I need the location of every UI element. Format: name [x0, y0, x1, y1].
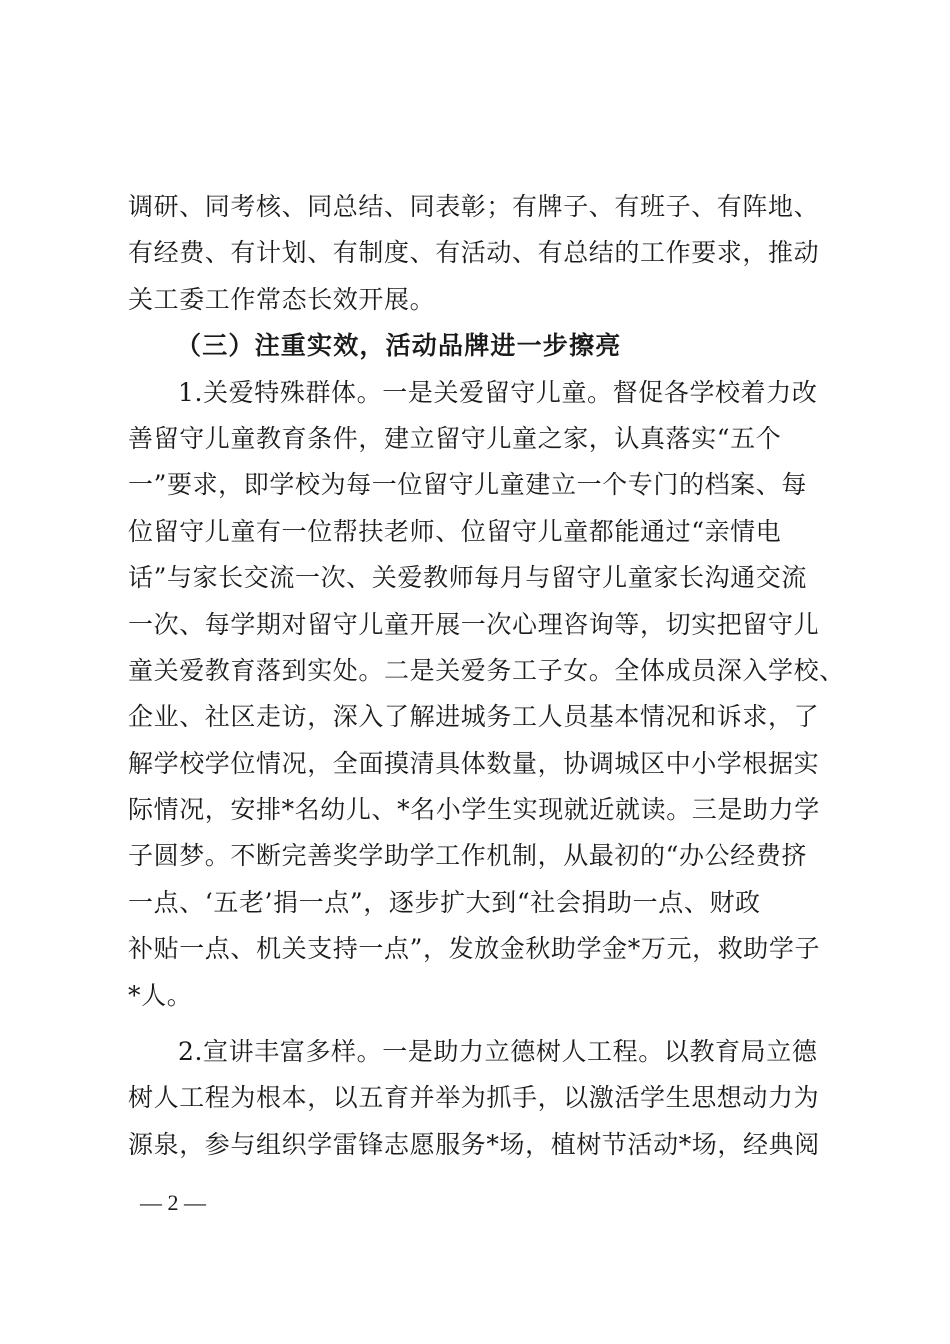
text-line: 树人工程为根本，以五育并举为抓手，以激活学生思想动力为	[128, 1083, 820, 1113]
text-line: 源泉，参与组织学雷锋志愿服务*场，植树节活动*场，经典阅	[128, 1129, 820, 1159]
paragraph-first-line: 2.宣讲丰富多样。一是助力立德树人工程。以教育局立德	[178, 1037, 818, 1067]
text-line: *人。	[128, 980, 193, 1010]
text-line: 企业、社区走访，深入了解进城务工人员基本情况和诉求，了	[128, 702, 820, 732]
page-number: — 2 —	[140, 1190, 206, 1215]
text-line: 位留守儿童有一位帮扶老师、位留守儿童都能通过“亲情电	[128, 516, 782, 546]
text-line: 一”要求，即学校为每一位留守儿童建立一个专门的档案、每	[128, 470, 807, 500]
text-line: 际情况，安排*名幼儿、*名小学生实现就近就读。三是助力学	[128, 795, 820, 825]
section-heading: （三）注重实效，活动品牌进一步擦亮	[176, 331, 622, 361]
body-text	[128, 184, 845, 1168]
text-line: 一次、每学期对留守儿童开展一次心理咨询等，切实把留守儿	[128, 609, 820, 639]
text-line: 解学校学位情况，全面摸清具体数量，协调城区中小学根据实	[128, 748, 820, 778]
text-line: 善留守儿童教育条件，建立留守儿童之家，认真落实“五个	[128, 423, 782, 453]
text-line: 子圆梦。不断完善奖学助学工作机制，从最初的“办公经费挤	[128, 841, 807, 871]
text-line: 关工委工作常态长效开展。	[128, 284, 436, 314]
text-line: 童关爱教育落到实处。二是关爱务工子女。全体成员深入学校、	[128, 655, 845, 685]
text-line: 话”与家长交流一次、关爱教师每月与留守儿童家长沟通交流	[128, 563, 807, 593]
text-line: 调研、同考核、同总结、同表彰；有牌子、有班子、有阵地、	[128, 192, 820, 221]
text-line: 一点、‘五老’捐一点”，逐步扩大到“社会捐助一点、财政	[128, 887, 761, 917]
text-line: 补贴一点、机关支持一点”，发放金秋助学金*万元，救助学子	[128, 934, 821, 964]
text-line: 有经费、有计划、有制度、有活动、有总结的工作要求，推动	[128, 238, 820, 268]
paragraph-first-line: 1.关爱特殊群体。一是关爱留守儿童。督促各学校着力改	[178, 377, 818, 407]
